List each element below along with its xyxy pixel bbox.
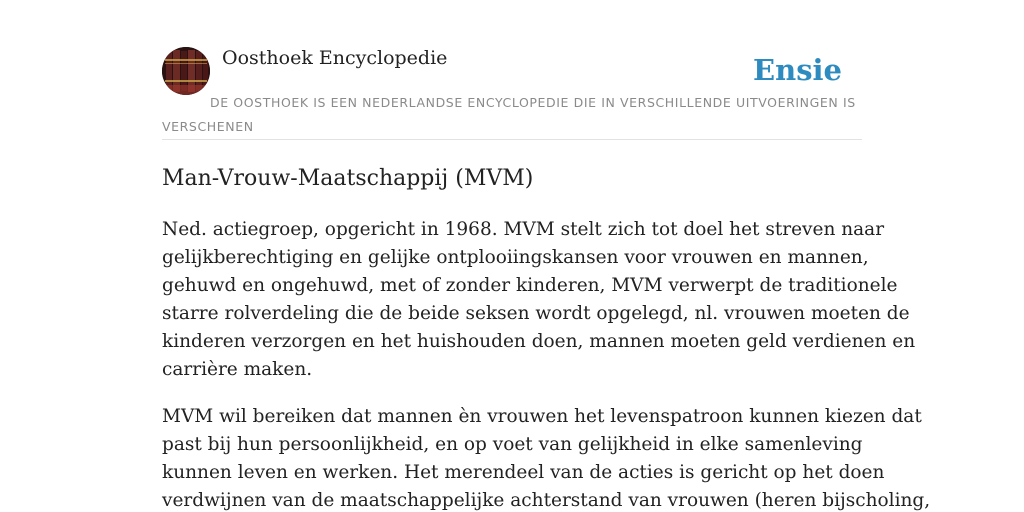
paragraph-line: starre rolverdeling die de beide seksen wordt opgelegd, nl. vrouwen moeten de [162,303,910,324]
site-tagline: DE OOSTHOEK IS EEN NEDERLANDSE ENCYCLOPEDIE DIE IN VERSCHILLENDE UITVOERINGEN IS VERSCHENEN [162,95,856,134]
article-paragraph [162,403,931,512]
paragraph-line: Ned. actiegroep, opgericht in 1968. MVM stelt zich tot doel het streven naar [162,219,885,240]
paragraph-line: carrière maken. [162,359,313,380]
paragraph-line: past bij hun persoonlijkheid, en op voet van gelijkheid in elke samenleving [162,434,863,455]
paragraph-line: MVM wil bereiken dat mannen èn vrouwen het levenspatroon kunnen kiezen dat [162,406,922,427]
site-name-link[interactable]: Oosthoek Encyclopedie [222,47,448,69]
ensie-logo-link[interactable]: Ensie [753,53,842,87]
paragraph-line: gelijkberechtiging en gelijke ontplooiingskansen voor vrouwen en mannen, [162,247,869,268]
paragraph-line: kinderen verzorgen en het huishouden doen, mannen moeten geld verdienen en [162,331,916,352]
paragraph-line: verdwijnen van de maatschappelijke achterstand van vrouwen (heren bijscholing, [162,490,931,511]
article-paragraph [162,216,916,384]
paragraph-line: gehuwd en ongehuwd, met of zonder kinderen, MVM verwerpt de traditionele [162,275,898,296]
encyclopedia-books-icon[interactable] [162,47,210,95]
header-divider [162,139,862,140]
article-body [162,216,931,512]
paragraph-line: kunnen leven en werken. Het merendeel van de acties is gericht op het doen [162,462,885,483]
article-title: Man-Vrouw-Maatschappij (MVM) [162,166,534,191]
